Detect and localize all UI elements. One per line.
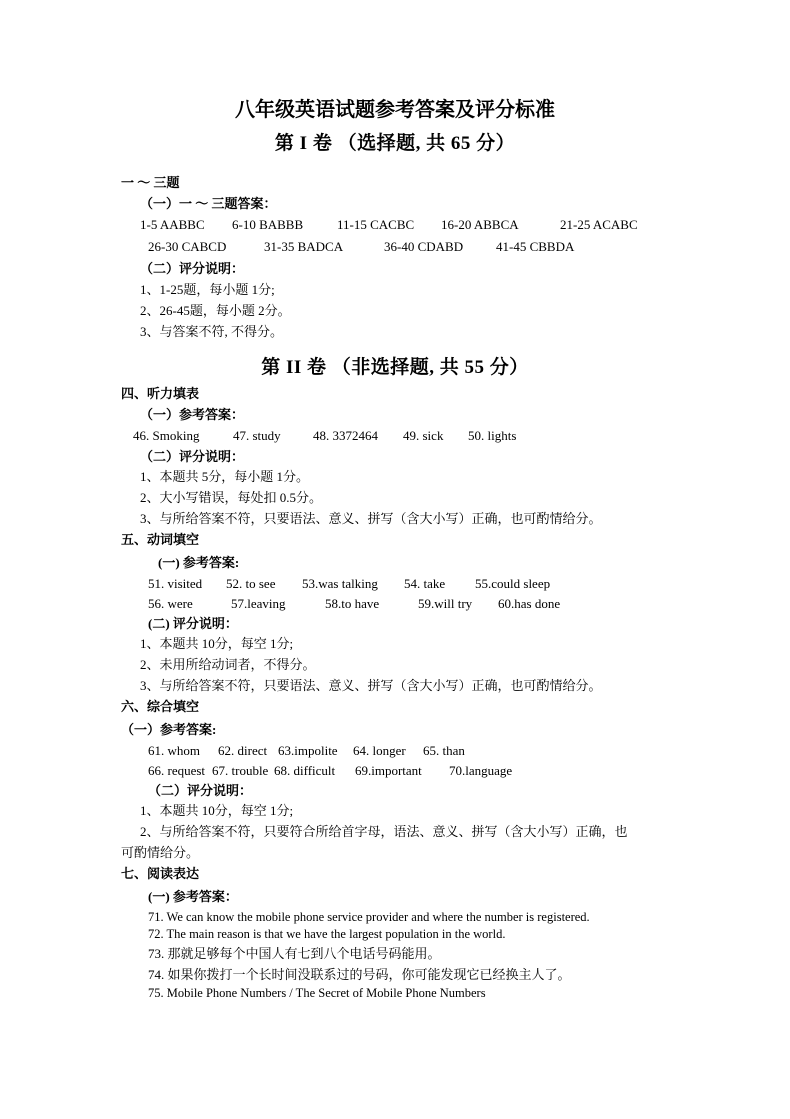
part1-section-title: 一 ～ 三题 bbox=[121, 175, 180, 190]
section6-note: 2、与所给答案不符，只要符合所给首字母，语法、意义、拼写（含大小写）正确，也 bbox=[140, 824, 628, 839]
answer-item: 54. take bbox=[404, 576, 446, 591]
answer-item: 68. difficult bbox=[274, 763, 336, 778]
section6-note: 1、本题共 10分，每空 1分; bbox=[140, 803, 294, 818]
section5-answers-label: (一) 参考答案: bbox=[158, 555, 240, 570]
section6-title: 六、综合填空 bbox=[121, 699, 200, 714]
section6-notes-label: （二）评分说明： bbox=[148, 783, 253, 798]
section7-answer: 73. 那就足够每个中国人有七到八个电话号码能用。 bbox=[148, 946, 441, 961]
part1-note: 1、1-25题，每小题 1分; bbox=[140, 282, 275, 297]
answer-item: 46. Smoking bbox=[133, 428, 200, 443]
section7-answers-label: (一) 参考答案： bbox=[148, 889, 238, 904]
answer-item: 47. study bbox=[233, 428, 281, 443]
section7-answer: 72. The main reason is that we have the largest population in the world. bbox=[148, 927, 506, 941]
answer-item: 58.to have bbox=[325, 596, 380, 611]
section6-answers-label: （一）参考答案: bbox=[121, 722, 217, 737]
answer-item: 56. were bbox=[148, 596, 193, 611]
answer-item: 65. than bbox=[423, 743, 465, 758]
answer-item: 62. direct bbox=[218, 743, 268, 758]
answer-item: 36-40 CDABD bbox=[384, 239, 464, 254]
answer-item: 51. visited bbox=[148, 576, 203, 591]
section4-notes-label: （二）评分说明： bbox=[140, 449, 245, 464]
answer-item: 31-35 BADCA bbox=[264, 239, 344, 254]
part1-answers-label: （一）一 ～ 三题答案： bbox=[140, 196, 277, 211]
answer-item: 70.language bbox=[449, 763, 513, 778]
answer-item: 64. longer bbox=[353, 743, 406, 758]
part1-note: 2、26-45题，每小题 2分。 bbox=[140, 303, 291, 318]
part1-note: 3、与答案不符, 不得分。 bbox=[140, 324, 284, 339]
document-title: 八年级英语试题参考答案及评分标准 bbox=[235, 99, 555, 121]
answer-item: 60.has done bbox=[498, 596, 561, 611]
section5-title: 五、动词填空 bbox=[121, 532, 200, 547]
section7-title: 七、阅读表达 bbox=[121, 866, 200, 881]
answer-item: 26-30 CABCD bbox=[148, 239, 227, 254]
section4-title: 四、听力填表 bbox=[121, 386, 200, 401]
section7-answer: 71. We can know the mobile phone service provider and where the number is registered. bbox=[148, 910, 590, 924]
answer-item: 52. to see bbox=[226, 576, 276, 591]
answer-item: 1-5 AABBC bbox=[140, 217, 205, 232]
part1-heading: 第 I 卷 （选择题, 共 65 分） bbox=[274, 133, 516, 154]
part2-heading: 第 II 卷 （非选择题, 共 55 分） bbox=[261, 357, 529, 378]
answer-item: 6-10 BABBB bbox=[232, 217, 304, 232]
answer-item: 61. whom bbox=[148, 743, 200, 758]
answer-item: 69.important bbox=[355, 763, 422, 778]
answer-item: 16-20 ABBCA bbox=[441, 217, 519, 232]
section7-answer: 74. 如果你拨打一个长时间没联系过的号码，你可能发现它已经换主人了。 bbox=[148, 967, 571, 982]
answer-item: 48. 3372464 bbox=[313, 428, 378, 443]
answer-item: 67. trouble bbox=[212, 763, 269, 778]
section4-answers-label: （一）参考答案： bbox=[140, 407, 245, 422]
answer-item: 11-15 CACBC bbox=[337, 217, 415, 232]
answer-item: 49. sick bbox=[403, 428, 444, 443]
section5-notes-label: (二) 评分说明： bbox=[148, 616, 238, 631]
answer-item: 55.could sleep bbox=[475, 576, 551, 591]
section4-note: 2、大小写错误，每处扣 0.5分。 bbox=[140, 490, 323, 505]
answer-item: 63.impolite bbox=[278, 743, 338, 758]
part1-notes-label: （二）评分说明： bbox=[140, 261, 245, 276]
answer-item: 50. lights bbox=[468, 428, 517, 443]
answer-item: 21-25 ACABC bbox=[560, 217, 638, 232]
section5-note: 1、本题共 10分，每空 1分; bbox=[140, 636, 294, 651]
section6-note: 可酌情给分。 bbox=[121, 845, 200, 860]
section7-answer: 75. Mobile Phone Numbers / The Secret of Mobile Phone Numbers bbox=[148, 986, 486, 1000]
section5-note: 3、与所给答案不符，只要语法、意义、拼写（含大小写）正确，也可酌情给分。 bbox=[140, 678, 602, 693]
answer-item: 66. request bbox=[148, 763, 206, 778]
answer-item: 53.was talking bbox=[302, 576, 378, 591]
section5-note: 2、未用所给动词者，不得分。 bbox=[140, 657, 316, 672]
answer-item: 59.will try bbox=[418, 596, 473, 611]
section4-note: 1、本题共 5分，每小题 1分。 bbox=[140, 469, 310, 484]
answer-item: 57.leaving bbox=[231, 596, 286, 611]
section4-note: 3、与所给答案不符，只要语法、意义、拼写（含大小写）正确，也可酌情给分。 bbox=[140, 511, 602, 526]
answer-item: 41-45 CBBDA bbox=[496, 239, 575, 254]
